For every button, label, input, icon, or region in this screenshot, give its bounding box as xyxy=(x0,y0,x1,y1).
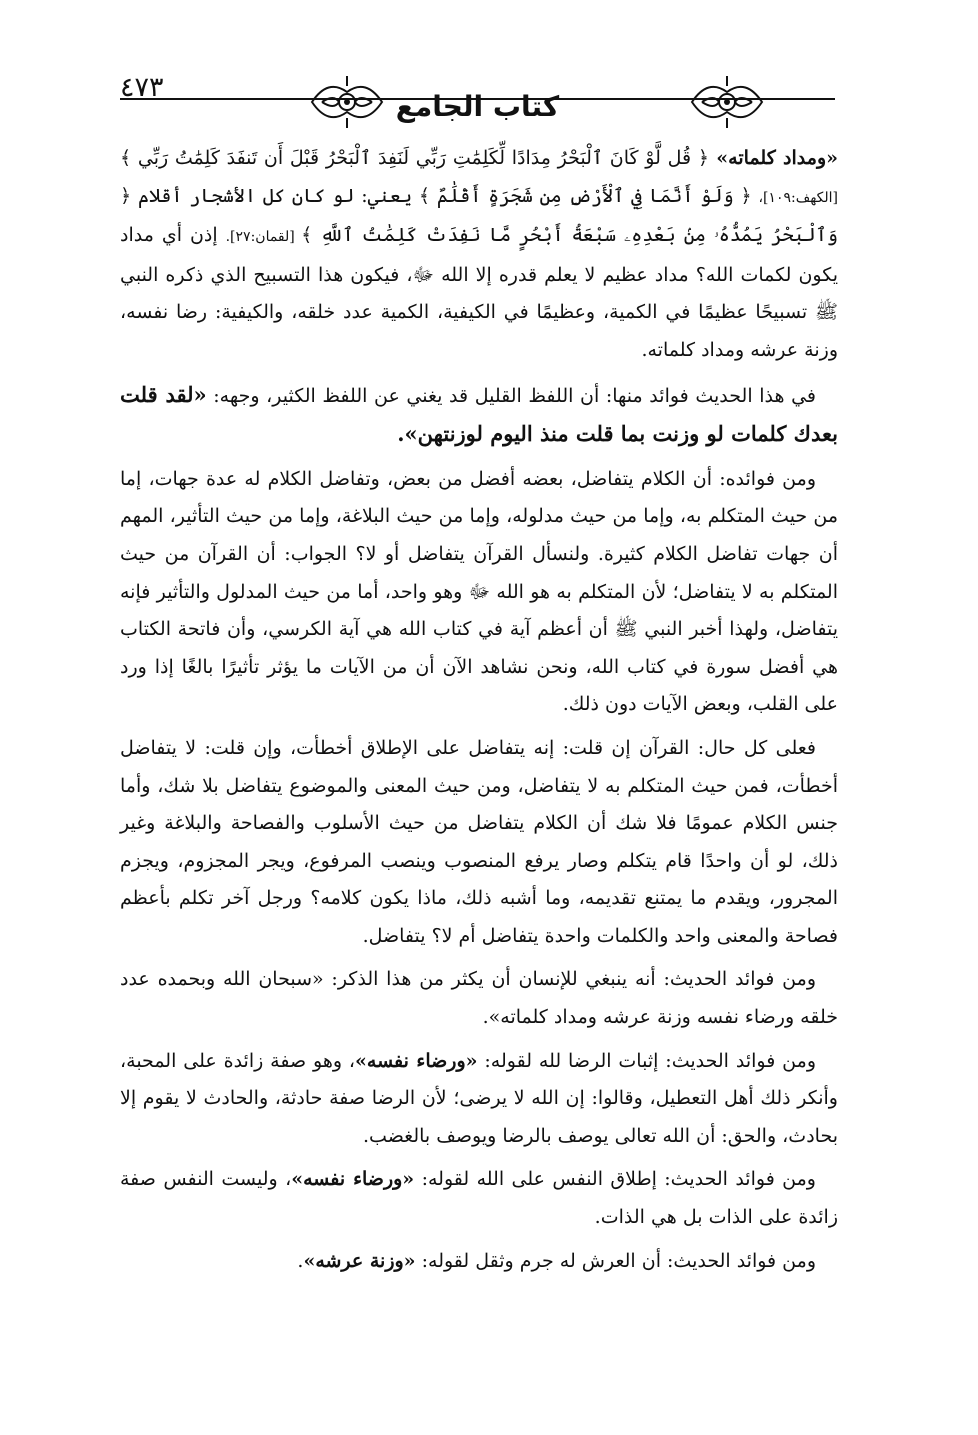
page-header xyxy=(120,72,835,132)
hadith-quote: «وزنة عرشه» xyxy=(303,1249,416,1272)
paragraph-6 xyxy=(120,1043,838,1156)
quran-verse: ﴿ قُل لَّوْ كَانَ ٱلْبَحْرُ مِدَادًا لِّكَلِمَٰتِ رَبِّي لَنَفِدَ ٱلْبَحْرُ قَبْلَ أَن تَنفَدَ كَلِمَٰتُ رَبِّي ﴾ xyxy=(120,147,709,169)
hadith-quote: «لقد قلت بعدك كلمات لو وزنت بما قلت منذ اليوم لوزنتهن». xyxy=(120,381,838,447)
commentary-text: ومن فوائد الحديث: إثبات الرضا لله لقوله: xyxy=(477,1049,816,1072)
paragraph-8 xyxy=(120,1243,838,1281)
commentary-text: يعني: لو كان كل الأشجار أقلام xyxy=(131,184,419,207)
hadith-quote: «ورضاء نفسه» xyxy=(355,1049,478,1072)
commentary-text: . xyxy=(297,1249,304,1272)
quran-verse: ﴿ وَلَوْ أَنَّمَا فِي ٱلْأَرْضِ مِن شَجَرَةٍ أَقْلَٰمٌ ﴾ xyxy=(418,184,759,207)
commentary-text: ، وليست النفس صفة زائدة على الذات بل هي الذات. xyxy=(120,1168,838,1229)
hadith-quote: «ومداد كلماته» xyxy=(708,147,838,169)
page-body xyxy=(120,140,838,1286)
quran-verse: ﴿ وَٱلْبَحْرُ يَمُدُّهُۥ مِنۢ بَعْدِهِۦ سَبْعَةُ أَبْحُرٍ مَّا نَفِدَتْ كَلِمَٰتُ ٱللَّهِ ﴾ xyxy=(120,184,838,247)
book-title: كتاب الجامع xyxy=(395,90,560,123)
paragraph-5 xyxy=(120,961,838,1036)
paragraph-7 xyxy=(120,1161,838,1236)
page-number: ٤٧٣ xyxy=(120,72,164,103)
paragraph-3: ومن فوائده: أن الكلام يتفاضل، بعضه أفضل من بعض، وتفاضل الكلام له عدة جهات، إما من حيث المتكلم به، وإما من حيث مدلوله، وإما من حيث البلاغة، وإما من حيث التأثير، المهم أن جهات تفاضل الكلام كثيرة. ولنسأل القرآن يتفاضل أو لا؟ الجواب: أن القرآن من حيث المتكلم به لا يتفاضل؛ لأن المتكلم به هو الله ﷻ وهو واحد، أما من حيث المدلول والتأثير فإنه يتفاضل، ولهذا أخبر النبي ﷺ أن أعظم آية في كتاب الله هي آية الكرسي، وأن فاتحة الكتاب هي أفضل سورة في كتاب الله، ونحن نشاهد الآن أن من الآيات ما يؤثر تأثيرًا بالغًا إذا ورد على القلب، وبعض الآيات دون ذلك. xyxy=(120,467,838,716)
paragraph-1 xyxy=(120,140,838,370)
commentary-text: ومن فوائد الحديث: أنه ينبغي للإنسان أن يكثر من هذا الذكر: xyxy=(323,968,816,991)
commentary-text: ، وهو صفة زائدة على المحبة، وأنكر ذلك أهل التعطيل، وقالوا: إن الله لا يرضى؛ لأن الرضا صفة حادثة، والحادث لا يقوم إلا بحادث، والحق: أن الله تعالى يوصف بالرضا ويوصف بالغضب. xyxy=(120,1049,838,1147)
commentary-text: في هذا الحديث فوائد منها: أن اللفظ القليل قد يغني عن اللفظ الكثير، وجهه: xyxy=(206,384,817,407)
commentary-text: إذن أي مداد يكون لكمات الله؟ مداد عظيم لا يعلم قدره إلا الله ﷻ، فيكون هذا التسبيح الذي ذكره النبي ﷺ تسبيحًا عظيمًا في الكمية، وعظيمًا في الكيفية، الكمية عدد خلقه، والكيفية: رضا نفسه، وزنة عرشه ومداد كلماته. xyxy=(120,224,838,361)
hadith-quote: «سبحان الله وبحمده عدد خلقه ورضاء نفسه وزنة عرشه ومداد كلماته». xyxy=(120,968,838,1029)
paragraph-2 xyxy=(120,376,838,455)
paragraph-4: فعلى كل حال: القرآن إن قلت: إنه يتفاضل على الإطلاق أخطأت، وإن قلت: لا يتفاضل أخطأت، فمن حيث المتكلم به لا يتفاضل، ومن حيث المعنى والموضوع يتفاضل بلا شك، وأما جنس الكلام عمومًا فلا شك أن الكلام يتفاضل من حيث الأسلوب والفصاحة والبلاغة وغير ذلك، لو أن واحدًا قام يتكلم وصار يرفع المنصوب وينصب المرفوع، ويجر المجزوم، ويجزم المجرور، ويقدم ما يمتنع تقديمه، وما أشبه ذلك، ماذا يكون كلامه؟ ورجل آخر تكلم بأعظم فصاحة والمعنى واحد والكلمات واحدة يتفاضل أم لا؟ يتفاضل. xyxy=(120,736,838,947)
hadith-quote: «ورضاء نفسه» xyxy=(291,1168,415,1191)
commentary-text: ومن فوائد الحديث: أن العرش له جرم وثقل لقوله: xyxy=(415,1249,816,1272)
verse-reference: [لقمان:٢٧]. xyxy=(225,229,302,246)
commentary-text: ومن فوائد الحديث: إطلاق النفس على الله لقوله: xyxy=(414,1168,816,1191)
floral-ornament-icon xyxy=(688,72,766,132)
verse-reference: [الكهف:١٠٩]، xyxy=(758,189,838,206)
